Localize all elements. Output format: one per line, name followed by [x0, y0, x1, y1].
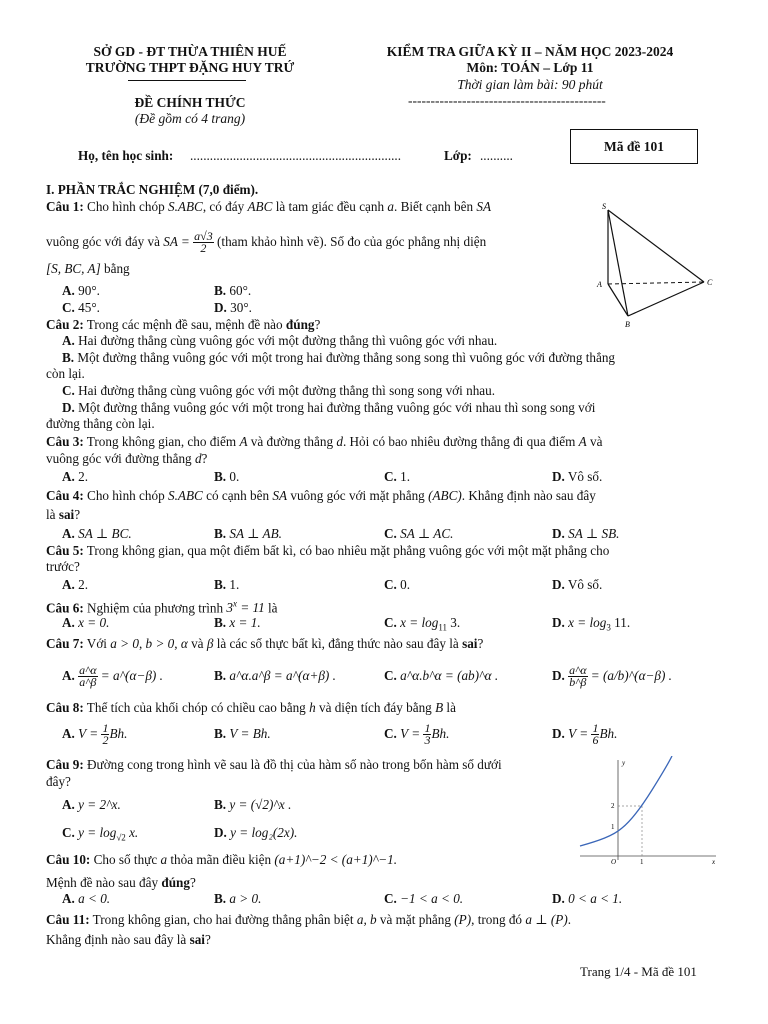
label-c: C	[707, 278, 713, 287]
q6-option-b[interactable]: B. x = 1.	[214, 615, 261, 630]
q6-equation: 3$^x$ = 11	[226, 599, 265, 616]
q9-option-b[interactable]: B. y = (√2)^x .	[214, 797, 292, 812]
y-tick-1: 1	[611, 823, 615, 831]
question-9	[46, 757, 502, 772]
label-s: S	[602, 202, 606, 211]
q5-label: Câu 5:	[46, 543, 84, 558]
q5-option-c[interactable]: C. 0.	[384, 577, 411, 592]
curve	[580, 756, 672, 846]
q6-option-c[interactable]: C. $x = \log_{11} 3$.	[384, 615, 461, 633]
edge-sc	[608, 210, 704, 282]
q4-text-a: Cho hình chóp	[87, 488, 165, 503]
q1-option-a[interactable]: A. 90°.	[62, 283, 100, 298]
exam-code-box	[570, 129, 698, 164]
q10-text-b: thỏa mãn điều kiện	[170, 852, 272, 867]
q1-text-c: là tam giác đều cạnh	[275, 199, 385, 214]
q7-option-a[interactable]: A. $\frac{a\^{}\alpha}{a\^{}\beta}$ = a^(α−β) .	[62, 663, 163, 690]
q11-line2	[46, 932, 211, 947]
edge-ac-hidden	[608, 282, 704, 284]
q10-option-d[interactable]: D. 0 < a < 1.	[552, 891, 623, 906]
q10-option-b[interactable]: B. a > 0.	[214, 891, 262, 906]
q2-option-d[interactable]: D. Một đường thẳng vuông góc với một trong hai đường thẳng vuông góc với nhau thì song song với	[62, 400, 596, 415]
q7-cond-a: a > 0	[110, 636, 139, 651]
q10-inequality: (a+1)^−2 < (a+1)^−1.	[274, 852, 398, 867]
exponential-graph	[578, 756, 720, 868]
exam-code: Mã đề 101	[604, 139, 664, 154]
q4-line2-text: là	[46, 507, 56, 522]
q5-option-d[interactable]: D. Vô số.	[552, 577, 603, 592]
q7-option-d[interactable]: D. $\frac{a\^{}\alpha}{b\^{}\beta}$ = (a/b)^(α−β) .	[552, 663, 672, 690]
q7-option-c[interactable]: C. a^α.b^α = (ab)^α .	[384, 668, 499, 683]
q3-point: A	[239, 434, 248, 449]
q8-label: Câu 8:	[46, 700, 84, 715]
q1-line2b: (tham khảo hình vẽ). Số đo của góc phẳng nhị diện	[217, 234, 487, 249]
origin-label: O	[611, 858, 617, 866]
question-10	[46, 852, 397, 867]
y-tick-2: 2	[611, 802, 615, 810]
x-tick-1: 1	[640, 858, 644, 866]
q10-emphasis: đúng	[161, 875, 190, 890]
q5-text: Trong không gian, qua một điểm bất kì, có bao nhiêu mặt phẳng vuông góc với một mặt phẳng cho	[86, 543, 610, 558]
q2-option-c[interactable]: C. Hai đường thẳng cùng vuông góc với một đường thẳng thì song song với nhau.	[62, 383, 496, 398]
q10-label: Câu 10:	[46, 852, 91, 867]
q3-option-d[interactable]: D. Vô số.	[552, 469, 603, 484]
school-name: TRƯỜNG THPT ĐẶNG HUY TRỨ	[85, 60, 295, 75]
q8-option-c[interactable]: C. V = $\frac{1}{3}$ Bh.	[384, 721, 450, 748]
q4-pyramid: S.ABC	[168, 488, 203, 503]
q3-text-d: và	[590, 434, 603, 449]
q2-end: ?	[314, 317, 321, 332]
q10-option-a[interactable]: A. a < 0.	[62, 891, 111, 906]
q11-plane: (P)	[454, 912, 472, 927]
q11-text-c: , trong đó	[471, 912, 523, 927]
q10-option-c[interactable]: C. −1 < a < 0.	[384, 891, 464, 906]
q6-option-a[interactable]: A. x = 0.	[62, 615, 110, 630]
q3-line-2: d	[194, 451, 202, 466]
q1-frac-num: a√3	[194, 229, 213, 244]
q11-label: Câu 11:	[46, 912, 90, 927]
q1-sa: SA	[476, 199, 492, 214]
q7-text-b: và	[191, 636, 204, 651]
q1-line3b: bằng	[104, 261, 130, 276]
question-6	[46, 597, 278, 615]
q11-relation: a ⊥ (P)	[525, 912, 568, 927]
q4-line2	[46, 507, 80, 522]
q1-line2	[46, 228, 486, 256]
q2-label: Câu 2:	[46, 317, 84, 332]
class-label: Lớp:	[444, 148, 472, 163]
q11-lines: a, b	[356, 912, 377, 927]
q6-label: Câu 6:	[46, 600, 84, 616]
q3-line2	[46, 451, 207, 466]
q7-emphasis: sai	[462, 636, 478, 651]
q7-cond-b: b > 0	[145, 636, 175, 651]
q4-emphasis: sai	[58, 507, 75, 522]
edge-bc	[628, 282, 704, 316]
q4-option-b[interactable]: B. SA ⊥ AB.	[214, 526, 282, 541]
question-8	[46, 700, 456, 715]
q3-text-c: . Hỏi có bao nhiêu đường thẳng đi qua điểm	[342, 434, 576, 449]
q7-label: Câu 7:	[46, 636, 84, 651]
q1-text-b: , có đáy	[202, 199, 245, 214]
department-name: SỞ GD - ĐT THỪA THIÊN HUẾ	[93, 44, 287, 59]
label-a: A	[597, 280, 602, 289]
q2-text: Trong các mệnh đề sau, mệnh đề nào	[86, 317, 283, 332]
q8-text-b: và diện tích đáy bằng	[318, 700, 432, 715]
q2-option-b-cont: còn lại.	[46, 366, 85, 381]
q8-option-b[interactable]: B. V = Bh.	[214, 726, 271, 741]
q1-base: ABC	[247, 199, 273, 214]
q2-option-a[interactable]: A. Hai đường thẳng cùng vuông góc với một đường thẳng thì vuông góc với nhau.	[62, 333, 498, 348]
exam-title: KIỂM TRA GIỮA KỲ II – NĂM HỌC 2023-2024	[386, 44, 674, 59]
q11-text-b: và mặt phẳng	[379, 912, 451, 927]
q7-option-b[interactable]: B. a^α.a^β = a^(α+β) .	[214, 668, 336, 683]
q3-option-a[interactable]: A. 2.	[62, 469, 89, 484]
q1-line2a: vuông góc với đáy và	[46, 234, 160, 249]
pyramid-figure	[592, 198, 722, 333]
q8-option-a[interactable]: A. V = $\frac{1}{2}$ Bh.	[62, 721, 128, 748]
q10-var: a	[160, 852, 168, 867]
q1-fraction	[193, 231, 214, 254]
pages-note: (Đề gồm có 4 trang)	[134, 111, 246, 126]
q1-text: Cho hình chóp	[87, 199, 165, 214]
q3-line2-text: vuông góc với đường thẳng	[46, 451, 192, 466]
label-b: B	[625, 320, 630, 329]
q4-end: ?	[74, 507, 81, 522]
q3-text-b: và đường thẳng	[250, 434, 334, 449]
question-1	[46, 199, 491, 214]
q4-text-d: . Khẳng định nào sau đây	[461, 488, 596, 503]
q6-end: là	[268, 600, 278, 616]
question-7: Câu 7: Với a > 0, b > 0, α và β là các số thực bất kì, đẳng thức nào sau đây là sai?	[46, 636, 484, 651]
q1-option-d[interactable]: D. 30°.	[214, 300, 252, 315]
q11-text: Trong không gian, cho hai đường thẳng phân biệt	[92, 912, 354, 927]
q9-line2: đây?	[46, 774, 71, 789]
q4-plane: (ABC)	[428, 488, 462, 503]
q5-line2: trước?	[46, 559, 80, 574]
q10-end: ?	[189, 875, 196, 890]
student-label: Họ, tên học sinh:	[78, 148, 174, 163]
question-11: Câu 11: Trong không gian, cho hai đường thẳng phân biệt a, b và mặt phẳng (P), trong đó a ⊥ (P).	[46, 912, 572, 927]
q3-label: Câu 3:	[46, 434, 84, 449]
q6-text: Nghiệm của phương trình	[87, 600, 224, 616]
q2-option-d-cont: đường thẳng còn lại.	[46, 416, 155, 431]
q2-option-b[interactable]: B. Một đường thẳng vuông góc với một trong hai đường thẳng song song thì vuông góc với đường thẳng	[62, 350, 616, 365]
student-name-field: ................................................................	[190, 148, 401, 163]
q5-option-b[interactable]: B. 1.	[214, 577, 240, 592]
page-footer: Trang 1/4 - Mã đề 101	[580, 964, 697, 979]
question-2	[46, 317, 320, 332]
time-line: Thời gian làm bài: 90 phút	[457, 77, 603, 92]
q8-base: B	[435, 700, 444, 715]
q1-option-b[interactable]: B. 60°.	[214, 283, 252, 298]
q4-option-c[interactable]: C. SA ⊥ AC.	[384, 526, 454, 541]
q8-option-d[interactable]: D. V = $\frac{1}{6}$ Bh.	[552, 721, 618, 748]
section-title: I. PHẦN TRẮC NGHIỆM (7,0 điểm).	[46, 182, 259, 197]
q10-text: Cho số thực	[93, 852, 158, 867]
q3-option-c[interactable]: C. 1.	[384, 469, 411, 484]
q7-end: ?	[477, 636, 484, 651]
q7-alpha: α	[180, 636, 188, 651]
q7-text-a: Với	[86, 636, 107, 651]
q9-option-a[interactable]: A. y = 2^x.	[62, 797, 121, 812]
q2-emphasis: đúng	[285, 317, 315, 332]
q8-text-a: Thể tích của khối chóp có chiều cao bằng	[86, 700, 306, 715]
q10-line2-text: Mệnh đề nào sau đây	[46, 875, 159, 890]
class-field: ..........	[480, 148, 513, 163]
q10-line2	[46, 875, 196, 890]
question-3	[46, 434, 602, 449]
q1-edge: a	[387, 199, 394, 214]
q4-text-c: vuông góc với mặt phẳng	[290, 488, 425, 503]
q7-beta: β	[206, 636, 214, 651]
q4-option-a[interactable]: A. SA ⊥ BC.	[62, 526, 132, 541]
q1-sa-eq: SA =	[163, 234, 190, 249]
question-5	[46, 543, 609, 558]
dash-line: --------------------------------------------	[408, 93, 606, 108]
x-label: x	[712, 858, 716, 866]
q11-emphasis: sai	[189, 932, 205, 947]
q4-text-b: có cạnh bên	[206, 488, 270, 503]
q9-option-d[interactable]: D. y = log₂(2x).	[214, 825, 298, 840]
q4-label: Câu 4:	[46, 488, 84, 503]
official-label: ĐỀ CHÍNH THỨC	[134, 95, 246, 110]
q9-text: Đường cong trong hình vẽ sau là đồ thị của hàm số nào trong bốn hàm số dưới	[87, 757, 502, 772]
q4-sa: SA	[272, 488, 288, 503]
q9-option-c[interactable]: C. $y = \log_{√2} x$.	[62, 825, 139, 843]
q8-height: h	[309, 700, 316, 715]
q3-option-b[interactable]: B. 0.	[214, 469, 240, 484]
header-rule	[128, 80, 246, 81]
y-label: y	[622, 759, 626, 767]
q1-dihedral: [S, BC, A]	[46, 261, 101, 276]
q9-label: Câu 9:	[46, 757, 84, 772]
question-4	[46, 488, 596, 503]
q3-line: d	[336, 434, 343, 449]
q11-end: ?	[204, 932, 211, 947]
subject-line: Môn: TOÁN – Lớp 11	[466, 60, 594, 75]
q4-option-d[interactable]: D. SA ⊥ SB.	[552, 526, 620, 541]
q5-option-a[interactable]: A. 2.	[62, 577, 89, 592]
q3-end: ?	[201, 451, 208, 466]
q1-text-d: . Biết cạnh bên	[394, 199, 474, 214]
q3-point-2: A	[578, 434, 587, 449]
q1-option-c[interactable]: C. 45°.	[62, 300, 100, 315]
q7-text-c: là các số thực bất kì, đẳng thức nào sau đây là	[216, 636, 459, 651]
q1-line3	[46, 261, 130, 276]
q8-end: là	[446, 700, 456, 715]
q1-pyramid: S.ABC	[168, 199, 203, 214]
q6-option-d[interactable]: D. $x = \log_3 11$.	[552, 615, 631, 633]
q1-frac-den: 2	[200, 241, 207, 256]
q11-line2-text: Khẳng định nào sau đây là	[46, 932, 187, 947]
q3-text-a: Trong không gian, cho điểm	[86, 434, 237, 449]
q1-label: Câu 1:	[46, 199, 84, 214]
